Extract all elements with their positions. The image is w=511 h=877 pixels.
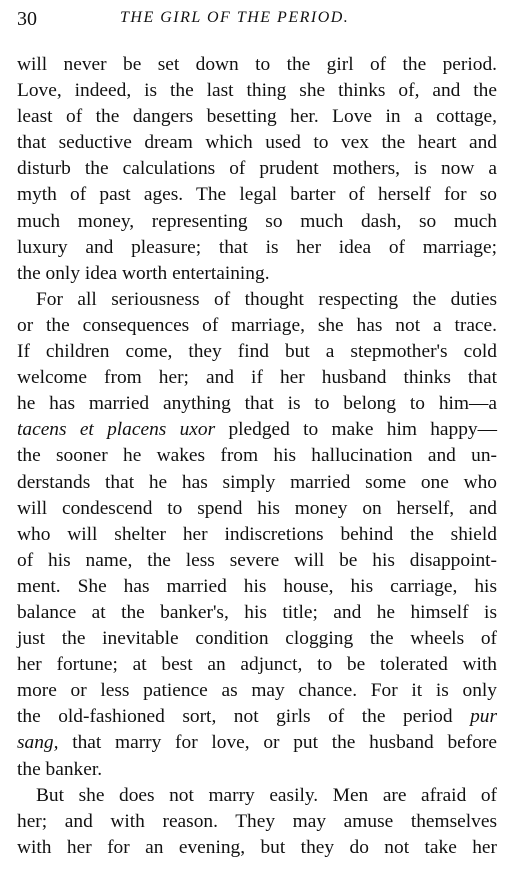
paragraph-2 (17, 287, 497, 783)
text-line: derstands that he has simply married some one who (17, 471, 497, 493)
text-line: more or less patience as may chance. For it is only (17, 680, 497, 702)
text-line: just the inevitable condition clogging the wheels of (17, 628, 497, 650)
text-line-with-italic (17, 417, 497, 443)
body-text (17, 52, 497, 861)
text-line: the banker. (17, 758, 103, 780)
text-line: luxury and pleasure; that is her idea of marriage; (17, 236, 497, 258)
text-line: disturb the calculations of prudent mothers, is now a (17, 158, 497, 180)
text-line: with her for an evening, but they do not take her (17, 836, 497, 858)
text-line: the only idea worth entertaining. (17, 262, 270, 284)
book-page (17, 8, 497, 861)
text-line: her; and with reason. They may amuse themselves (17, 810, 497, 832)
text-line: least of the dangers besetting her. Love in a cottage, (17, 106, 497, 128)
text-line: For all seriousness of thought respecting the duties (36, 288, 497, 310)
text-line: that seductive dream which used to vex the heart and (17, 132, 497, 154)
text-line: ment. She has married his house, his carriage, his (17, 575, 497, 597)
italic-phrase: tacens et placens uxor (17, 419, 216, 441)
text-line: Love, indeed, is the last thing she thinks of, and the (17, 80, 497, 102)
text-line: who will shelter her indiscretions behind the shield (17, 523, 497, 545)
text-fragment: that marry for love, or put the husband before (72, 732, 497, 754)
text-line: welcome from her; and if her husband thinks that (17, 367, 497, 389)
italic-word: sang, (17, 732, 59, 754)
text-line: If children come, they find but a stepmother's cold (17, 341, 497, 363)
paragraph-1 (17, 52, 497, 287)
text-line: he has married anything that is to belong to him—a (17, 393, 497, 415)
paragraph-3 (17, 783, 497, 861)
text-fragment: pledged to make him happy— (228, 419, 497, 441)
text-fragment: the old-fashioned sort, not girls of the period (17, 706, 453, 728)
text-line-with-italic (17, 704, 497, 730)
text-line: of his name, the less severe will be his disappoint- (17, 549, 497, 571)
text-line: But she does not marry easily. Men are afraid of (36, 784, 497, 806)
text-line: will never be set down to the girl of the period. (17, 54, 497, 75)
text-line: the sooner he wakes from his hallucination and un- (17, 445, 497, 467)
text-line: balance at the banker's, his title; and he himself is (17, 601, 497, 623)
italic-word: pur (470, 706, 497, 728)
running-title: THE GIRL OF THE PERIOD. (120, 9, 350, 26)
text-line: or the consequences of marriage, she has not a trace. (17, 314, 497, 336)
text-line: much money, representing so much dash, so much (17, 210, 497, 232)
text-line: her fortune; at best an adjunct, to be tolerated with (17, 654, 497, 676)
running-head (17, 8, 497, 38)
text-line-with-italic (17, 730, 497, 756)
text-line: myth of past ages. The legal barter of herself for so (17, 184, 497, 206)
text-line: will condescend to spend his money on herself, and (17, 497, 497, 519)
page-number: 30 (17, 8, 37, 30)
